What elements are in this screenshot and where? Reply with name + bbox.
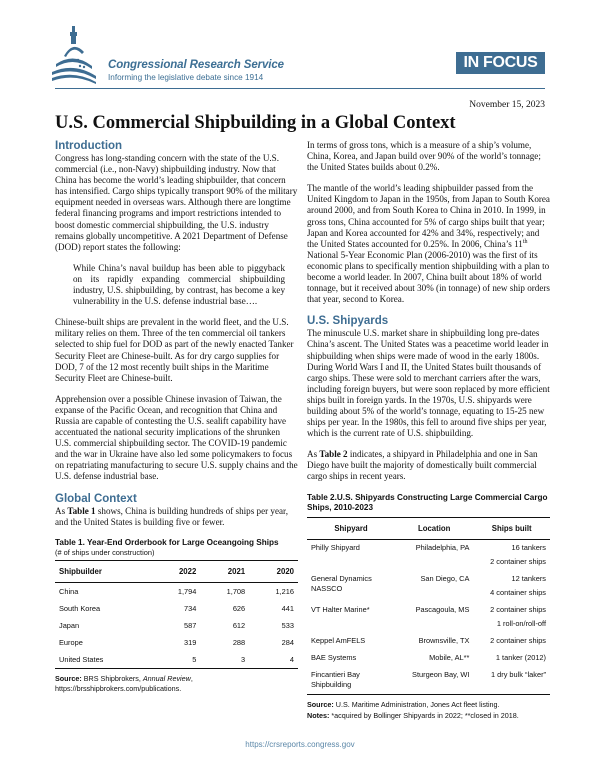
cell: 319 bbox=[183, 637, 197, 647]
intro-paragraph-3: Apprehension over a possible Chinese invasion of Taiwan, the expanse of the Pacific Ocean, and recognition that China and Russia are capable of contesting the U.S. sealift capability have accentuated the national security implications of the shrunken U.S. commercial shipbuilding sector. The COVID-19 pandemic and the war in Ukraine have also led some policymakers to focus on repatriating manufacturing to secure U.S. supply chains and the U.S. defense industrial base. bbox=[55, 393, 298, 482]
table-1-title: Table 1. Year-End Orderbook for Large Oceangoing Ships bbox=[55, 537, 279, 547]
table-1-subtitle: (# of ships under construction) bbox=[55, 548, 155, 558]
column-header: 2020 bbox=[249, 561, 298, 583]
page-title: U.S. Commercial Shipbuilding in a Global Context bbox=[55, 113, 456, 133]
org-tagline: Informing the legislative debate since 1914 bbox=[108, 73, 264, 82]
cell: 533 bbox=[281, 620, 294, 630]
header-divider bbox=[55, 88, 545, 89]
cell: Europe bbox=[59, 637, 83, 647]
column-header: Ships built bbox=[473, 517, 550, 539]
cell: 16 tankers 2 container ships bbox=[490, 543, 546, 567]
cell: 1 tanker (2012) bbox=[495, 653, 546, 663]
table-row bbox=[307, 539, 550, 571]
table-row bbox=[307, 602, 550, 633]
column-header: 2021 bbox=[200, 561, 249, 583]
cell: 441 bbox=[281, 603, 294, 613]
footer-url-link[interactable]: https://crsreports.congress.gov bbox=[245, 740, 355, 749]
cell: 2 container ships bbox=[490, 636, 546, 646]
cell: Philadelphia, PA bbox=[415, 543, 470, 553]
cell: 1,216 bbox=[275, 586, 294, 596]
cell: VT Halter Marine* bbox=[311, 605, 370, 615]
cell: 612 bbox=[232, 620, 246, 630]
cell: Keppel AmFELS bbox=[311, 636, 366, 646]
cell: South Korea bbox=[59, 603, 101, 613]
shipyards-paragraph-1: The minuscule U.S. market share in shipbuilding long pre-dates China’s ascent. The United States was a peacetime world leader in shipbuilding when ships were made of wood in the early 1800s. During World Wars I and II, the United States built thousands of cargo ships. These were sold to merchant carriers after the wars, including foreign buyers, but were soon replaced by more efficient ships built in foreign yards. In the 1970s, U.S. shipyards were building about 5% of the world’s tonnage, equating to 15-25 new ships per year. In the 1980s, this fell to around five ships per year, which is the current rate of U.S. shipbuilding. bbox=[307, 328, 550, 439]
cell: Mobile, AL** bbox=[429, 653, 470, 663]
cell: San Diego, CA bbox=[420, 574, 470, 584]
table-2-title: Table 2.U.S. Shipyards Constructing Large Commercial Cargo Ships, 2010-2023 bbox=[307, 492, 548, 513]
cell: 5 bbox=[192, 654, 197, 664]
tonnage-paragraph: In terms of gross tons, which is a measure of a ship’s volume, China, Korea, and Japan build over 90% of the world’s tonnage; the United States builds about 0.2%. bbox=[307, 140, 541, 173]
cell: Philly Shipyard bbox=[311, 543, 360, 553]
cell: 1,708 bbox=[226, 586, 246, 596]
org-name: Congressional Research Service bbox=[108, 59, 284, 71]
cell: 3 bbox=[241, 654, 246, 664]
intro-paragraph-1: Congress has long-standing concern with the state of the U.S. commercial (i.e., non-Navy) shipbuilding industry. Now that China has become the world’s leading shipbuilder, that concern has intensified. Cargo ships typically transport 90% of the military equipment needed in overseas wars. Although there are longtime federal financing programs and import restrictions intended to boost domestic commercial shipbuilding, the U.S. industry remains globally uncompetitive. A 2021 Department of Defense (DOD) report states the following: bbox=[55, 153, 298, 252]
cell: 288 bbox=[232, 637, 246, 647]
column-header: Shipyard bbox=[307, 517, 395, 539]
cell: BAE Systems bbox=[311, 653, 357, 663]
column-header: Location bbox=[395, 517, 473, 539]
table-row bbox=[307, 650, 550, 667]
table-2-source: Source: U.S. Maritime Administration, Jones Act fleet listing. bbox=[307, 699, 500, 709]
cell: 1,794 bbox=[177, 586, 197, 596]
table-row bbox=[55, 634, 298, 651]
section-heading-global-context: Global Context bbox=[55, 492, 137, 505]
cell: Sturgeon Bay, WI bbox=[412, 670, 470, 680]
cell: General Dynamics NASSCO bbox=[311, 574, 372, 594]
leadership-history-paragraph: The mantle of the world’s leading shipbuilder passed from the United Kingdom to Japan in the 1950s, from Japan to South Korea around 2000, and from South Korea to China in 2010. In 1999, in gross tons, China accounted for 5% of cargo ships built that year; Japan and Korea accounted for 42% and 34%, respectively; and the United States accounted for 0.25%. In 2006, China’s 11th National 5-Year Economic Plan (2006-2010) was the first of its economic plans to specifically mention shipbuilding with a plan to become a world leader. In 2007, China built about 18% of world tonnage, but it received about 30% (in tonnage) of new ship orders that year, second to Korea. bbox=[307, 183, 550, 305]
table-row bbox=[307, 633, 550, 650]
in-focus-badge: IN FOCUS bbox=[456, 52, 545, 74]
cell: 12 tankers 4 container ships bbox=[490, 574, 546, 598]
table-row bbox=[55, 600, 298, 617]
column-header: 2022 bbox=[152, 561, 201, 583]
cell: Fincantieri Bay Shipbuilding bbox=[311, 670, 360, 690]
capitol-dome-logo-icon bbox=[52, 26, 98, 84]
table-2-reference: Table 2 bbox=[319, 449, 348, 460]
table-2-notes: Notes: *acquired by Bollinger Shipyards in 2022; **closed in 2018. bbox=[307, 710, 519, 720]
left-column bbox=[55, 140, 298, 694]
section-heading-introduction: Introduction bbox=[55, 140, 123, 152]
right-column bbox=[307, 140, 550, 721]
table-row bbox=[55, 617, 298, 634]
cell: 1 dry bulk “laker” bbox=[490, 670, 546, 680]
table-1-source: Source: BRS Shipbrokers, Annual Review, https://brsshipbrokers.com/publications. bbox=[55, 674, 193, 694]
cell: 284 bbox=[281, 637, 294, 647]
cell: 587 bbox=[183, 620, 197, 630]
table-row bbox=[307, 571, 550, 602]
cell: Pascagoula, MS bbox=[415, 605, 470, 615]
global-paragraph: As Table 1 shows, China is building hundreds of ships per year, and the United States is building five or fewer. bbox=[55, 505, 288, 527]
dod-quote: While China’s naval buildup has been able to piggyback on its rapidly expanding commercial shipbuilding industry, U.S. shipbuilding, by contrast, has become a key vulnerability in the U.S. defense industrial base…. bbox=[73, 262, 285, 307]
cell: China bbox=[59, 586, 79, 596]
intro-paragraph-2: Chinese-built ships are prevalent in the world fleet, and the U.S. military relies on them. Three of the ten commercial oil tankers selected to ship fuel for DOD as part of the newly enacted Tanker Security Fleet are Chinese-built. As for dry cargo supplies for DOD, 7 of the 12 most recently built ships in the Maritime Security Fleet are Chinese-built. bbox=[55, 317, 294, 383]
cell: Japan bbox=[59, 620, 80, 630]
section-heading-us-shipyards: U.S. Shipyards bbox=[307, 315, 389, 328]
cell: 626 bbox=[232, 603, 246, 613]
publication-date: November 15, 2023 bbox=[469, 100, 545, 110]
cell: Brownsville, TX bbox=[418, 636, 470, 646]
table-row bbox=[55, 651, 298, 669]
column-header: Shipbuilder bbox=[55, 561, 152, 583]
table-1-reference: Table 1 bbox=[67, 505, 96, 516]
cell: 734 bbox=[183, 603, 197, 613]
cell: 2 container ships 1 roll-on/roll-off bbox=[490, 605, 546, 629]
table-row bbox=[307, 667, 550, 695]
table-2-shipyards bbox=[307, 517, 550, 697]
table-row bbox=[55, 583, 298, 601]
cell: United States bbox=[59, 654, 104, 664]
table-1-orderbook bbox=[55, 560, 298, 671]
shipyards-paragraph-2: As Table 2 indicates, a shipyard in Philadelphia and one in San Diego have built the majority of domestically built commercial cargo ships in recent years. bbox=[307, 449, 538, 482]
cell: 4 bbox=[289, 654, 294, 664]
